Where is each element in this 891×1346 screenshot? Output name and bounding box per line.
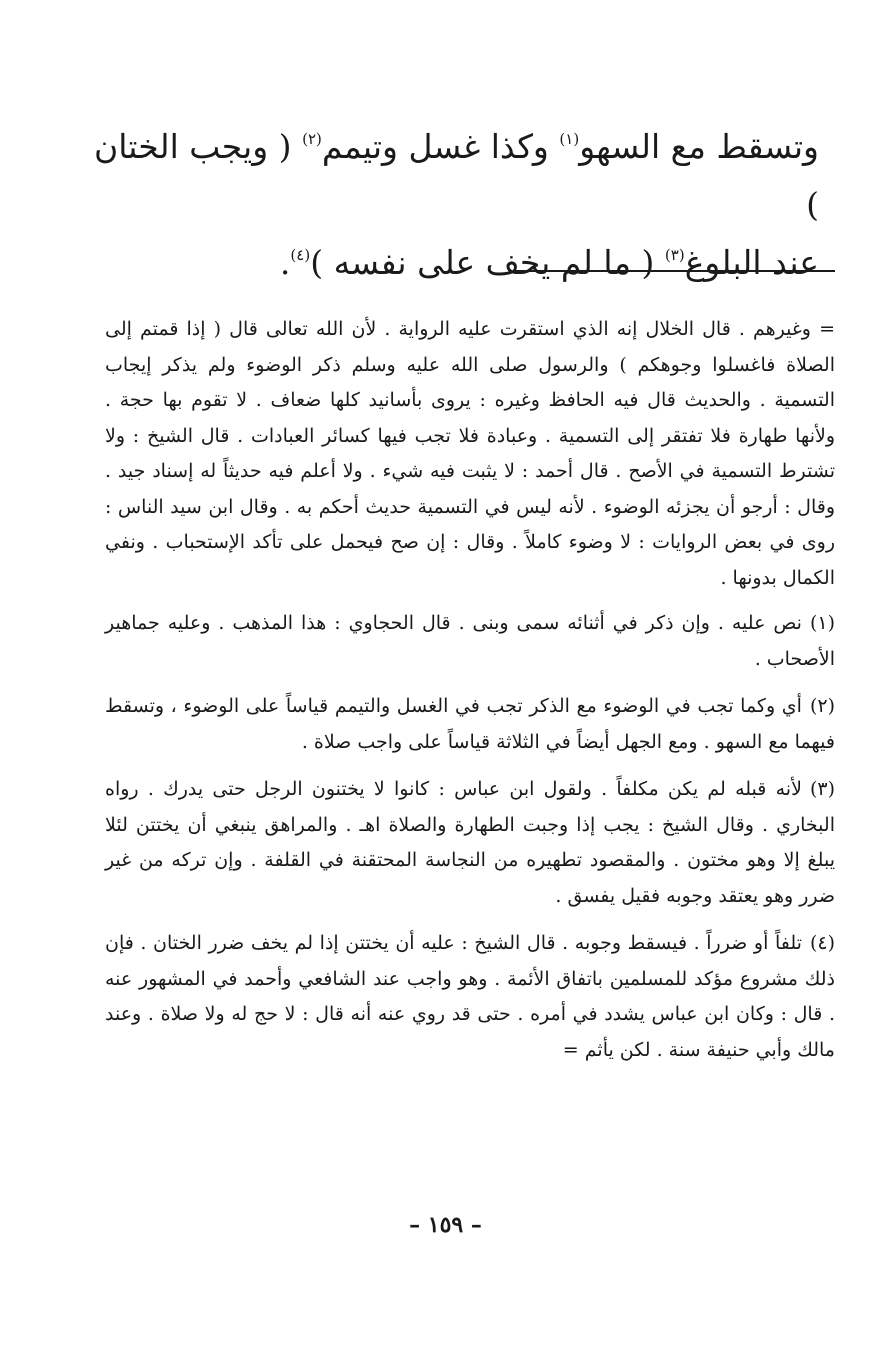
footnotes [105, 312, 835, 1080]
main-text-segment: ( ويجب الختان ) [94, 127, 819, 224]
footnote-number: (١) [809, 612, 835, 634]
main-text-segment: ( ما لم يخف على نفسه ) [310, 243, 665, 282]
footnote-1 [105, 606, 835, 677]
footnote-number: (٢) [809, 695, 835, 717]
footnote-4 [105, 926, 835, 1068]
footnote-ref-3: (٣) [664, 246, 685, 264]
footnote-text: نص عليه . وإن ذكر في أثنائه سمى وبنى . قال الحجاوي : هذا المذهب . وعليه جماهير الأصحاب . [105, 612, 835, 670]
main-line-2 [94, 234, 819, 292]
footnote-continuation: = وغيرهم . قال الخلال إنه الذي استقرت عليه الرواية . لأن الله تعالى قال ( إذا قمتم إلى الصلاة فاغسلوا وجوهكم ) والرسول صلى الله عليه وسلم ذكر الوضوء ولم يذكر إيجاب التسمية . والحديث قال فيه الحافظ وغيره : يروى بأسانيد كلها ضعاف . لا تقوم بها حجة . ولأنها طهارة فلا تفتقر إلى التسمية . وعبادة فلا تجب فيها كسائر العبادات . قال الشيخ : ولا تشترط التسمية في الأصح . قال أحمد : لا يثبت فيه شيء . ولا أعلم فيه حديثاً له إسناد جيد . وقال : أرجو أن يجزئه الوضوء . لأنه ليس في التسمية حديث أحكم به . وقال ابن سيد الناس : روى في بعض الروايات : لا وضوء كاملاً . وقال : إن صح فيحمل على تأكد الإستحباب . ونفي الكمال بدونها . [105, 318, 835, 589]
footnote-3 [105, 772, 835, 914]
footnote-separator [515, 270, 835, 272]
footnote-2 [105, 689, 835, 760]
footnote-ref-2: (٢) [302, 130, 322, 148]
footnote-ref-1: (١) [559, 130, 580, 148]
footnote-text: أي وكما تجب في الوضوء مع الذكر تجب في الغسل والتيمم قياساً على الوضوء ، وتسقط فيهما مع السهو . ومع الجهل أيضاً في الثلاثة قياساً على واجب صلاة . [105, 695, 835, 753]
footnote-number: (٤) [809, 932, 835, 954]
footnote-ref-4: (٤) [290, 246, 311, 264]
main-text-segment: . [279, 243, 291, 282]
main-line-1 [94, 118, 819, 234]
main-text-segment: عند البلوغ [684, 243, 819, 282]
main-text [94, 118, 819, 292]
footnote-number: (٣) [809, 778, 835, 800]
main-text-segment: وكذا غسل وتيمم [321, 127, 560, 166]
footnote-text: تلفاً أو ضرراً . فيسقط وجوبه . قال الشيخ : عليه أن يختتن إذا لم يخف ضرر الختان . فإن ذلك مشروع مؤكد للمسلمين باتفاق الأئمة . وهو واجب عند الشافعي وأحمد في المشهور عنه . قال : وكان ابن عباس يشدد في أمره . حتى قد روي عنه أنه قال : لا حج له ولا صلاة . وعند مالك وأبي حنيفة سنة . لكن يأثم = [105, 932, 835, 1061]
main-text-segment: وتسقط مع السهو [579, 127, 819, 166]
footnote-text: لأنه قبله لم يكن مكلفاً . ولقول ابن عباس : كانوا لا يختنون الرجل حتى يدرك . رواه البخاري . وقال الشيخ : يجب إذا وجبت الطهارة والصلاة اهـ . والمراهق ينبغي أن يختتن لئلا يبلغ إلا وهو مختون . والمقصود تطهيره من النجاسة المحتقنة في القلفة . وإن تركه من غير ضرر وهو يعتقد وجوبه فقيل يفسق . [105, 778, 835, 907]
page-number: – ١٥٩ – [409, 1212, 482, 1238]
